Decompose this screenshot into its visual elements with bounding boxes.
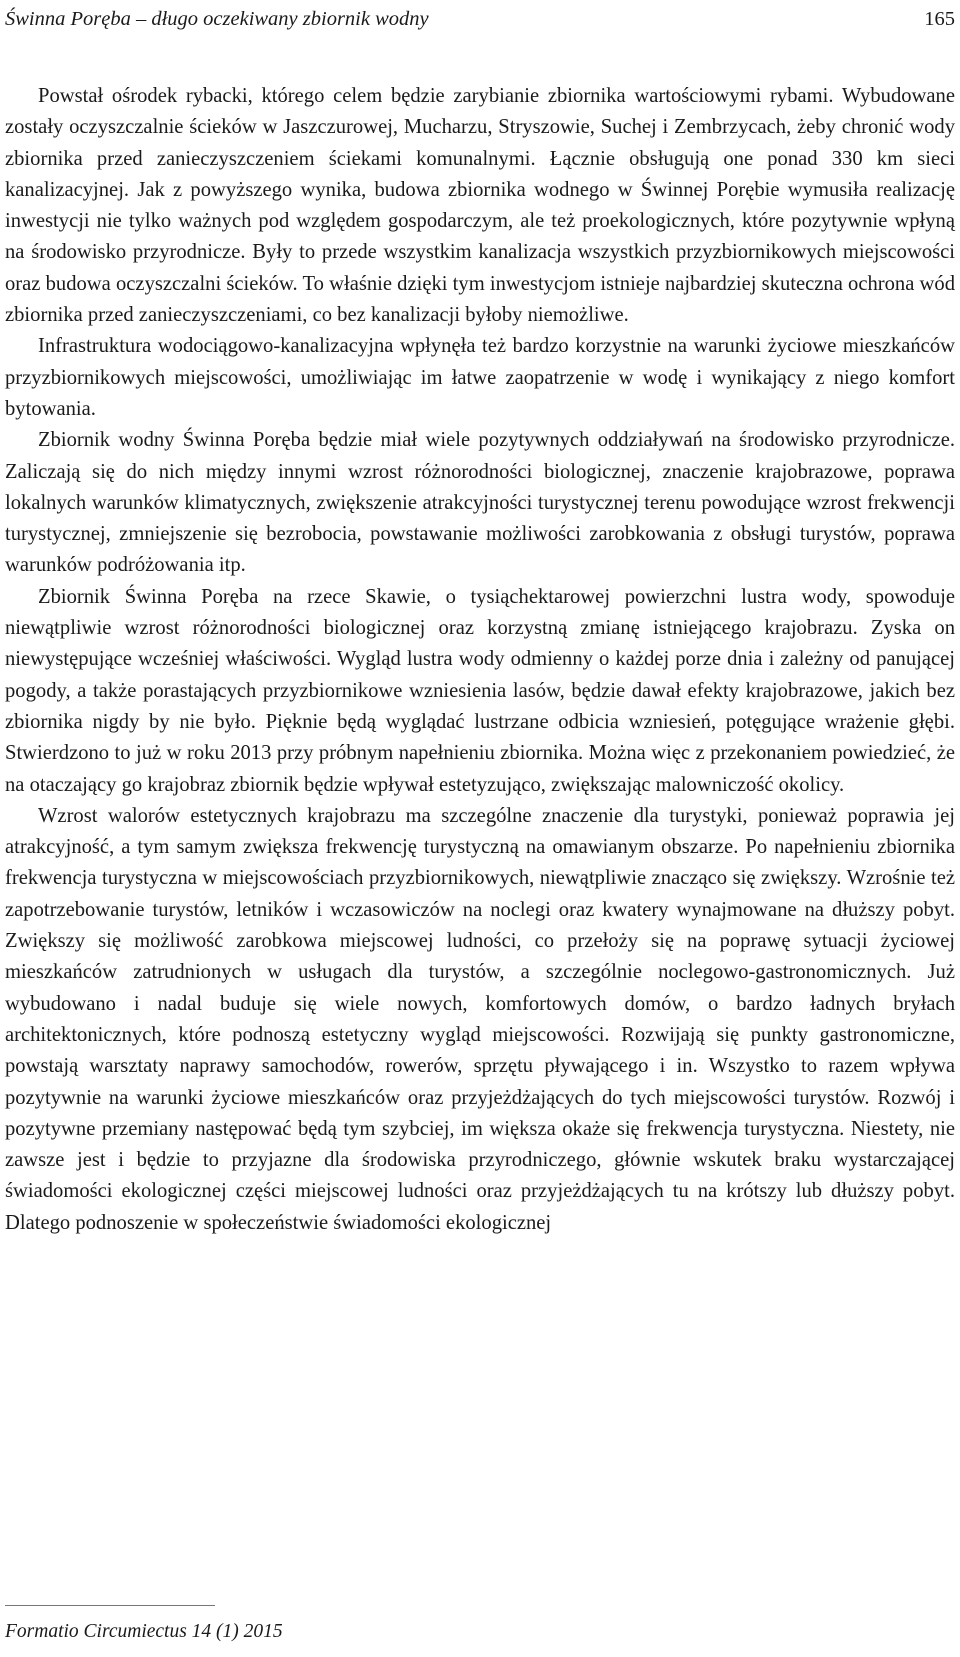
running-footer: Formatio Circumiectus 14 (1) 2015: [5, 1621, 283, 1642]
paragraph-1: Powstał ośrodek rybacki, którego celem będzie zarybianie zbiornika wartościowymi rybami. Wybudowane zostały oczyszczalnie ścieków w Jaszczurowej, Mucharzu, Stryszowie, Suchej i Zembrzycach, żeby chronić wody zbiornika przed zanieczyszczeniem ściekami komunalnymi. Łącznie obsługują one ponad 330 km sieci kanalizacyjnej. Jak z powyższego wynika, budowa zbiornika wodnego w Świnnej Porębie wymusiła realizację inwestycji nie tylko ważnych pod względem gospodarczym, ale też proekologicznych, które pozytywnie wpłyną na środowisko przyrodnicze. Były to przede wszystkim kanalizacja wszystkich przyzbiornikowych miejscowości oraz budowa oczyszczalni ścieków. To właśnie dzięki tym inwestycjom istnieje najbardziej skuteczna ochrona wód zbiornika przed zanieczyszczeniami, co bez kanalizacji byłoby niemożliwe.: [5, 85, 955, 327]
running-header: [5, 4, 955, 34]
paragraph-4: Zbiornik Świnna Poręba na rzece Skawie, o tysiąchektarowej powierzchni lustra wody, spowoduje niewątpliwie wzrost różnorodności biologicznej oraz korzystną zmianę istniejącego krajobrazu. Zyska on niewystępujące wcześniej właściwości. Wygląd lustra wody odmienny o każdej porze dnia i zależny od panującej pogody, a także porastających przyzbiornikowe wzniesienia lasów, będzie dawał efekty krajobrazowe, jakich bez zbiornika nigdy by nie było. Pięknie będą wyglądać lustrzane odbicia wzniesień, potęgujące wrażenie głębi. Stwierdzono to już w roku 2013 przy próbnym napełnieniu zbiornika. Można więc z przekonaniem powiedzieć, że na otaczający go krajobraz zbiornik będzie wpływał estetyzująco, zwiększając malowniczość okolicy.: [5, 585, 955, 796]
page-number: 165: [924, 8, 955, 30]
body-text: [5, 81, 955, 1239]
paragraph-3: Zbiornik wodny Świnna Poręba będzie miał wiele pozytywnych oddziaływań na środowisko przyrodnicze. Zaliczają się do nich między innymi wzrost różnorodności biologicznej, znaczenie krajobrazowe, poprawa lokalnych warunków klimatycznych, zwiększenie atrakcyjności turystycznej terenu powodujące wzrost frekwencji turystycznej, zmniejszenie się bezrobocia, powstawanie możliwości zarobkowania z obsługi turystów, poprawa warunków podróżowania itp.: [5, 429, 955, 577]
paragraph-2: Infrastruktura wodociągowo-kanalizacyjna wpłynęła też bardzo korzystnie na warunki życiowe mieszkańców przyzbiornikowych miejscowości, umożliwiając im łatwe zaopatrzenie w wodę i wynikający z niego komfort bytowania.: [5, 335, 955, 420]
paragraph-5: Wzrost walorów estetycznych krajobrazu ma szczególne znaczenie dla turystyki, ponieważ poprawia jej atrakcyjność, a tym samym zwiększa frekwencję turystyczną na omawianym obszarze. Po napełnieniu zbiornika frekwencja turystyczna w miejscowościach przyzbiornikowych, niewątpliwie znacząco się zwiększy. Wzrośnie też zapotrzebowanie turystów, letników i wczasowiczów na noclegi oraz kwatery wynajmowane na dłuższy pobyt. Zwiększy się możliwość zarobkowa miejscowej ludności, co przełoży się na poprawę sytuacji życiowej mieszkańców zatrudnionych w usługach dla turystów, a szczególnie noclegowo-gastronomicznych. Już wybudowano i nadal buduje się wiele nowych, komfortowych domów, o bardzo ładnych bryłach architektonicznych, które podnoszą estetyczny wygląd miejscowości. Rozwijają się punkty gastronomiczne, powstają warsztaty naprawy samochodów, rowerów, sprzętu pływającego i in. Wszystko to razem wpływa pozytywnie na warunki życiowe mieszkańców oraz przyjeżdżających do tych miejscowości turystów. Rozwój i pozytywne przemiany następować będą tym szybciej, im większa okaże się frekwencja turystyczna. Niestety, nie zawsze jest i będzie to przyjazne dla środowiska przyrodniczego, głównie wskutek braku wystarczającej świadomości ekologicznej części miejscowej ludności oraz przyjeżdżających tu na krótszy lub dłuższy pobyt. Dlatego podnoszenie w społeczeństwie świadomości ekologicznej: [5, 804, 955, 1234]
running-title: Świnna Poręba – długo oczekiwany zbiornik wodny: [5, 8, 429, 30]
footer-divider: [5, 1605, 215, 1606]
